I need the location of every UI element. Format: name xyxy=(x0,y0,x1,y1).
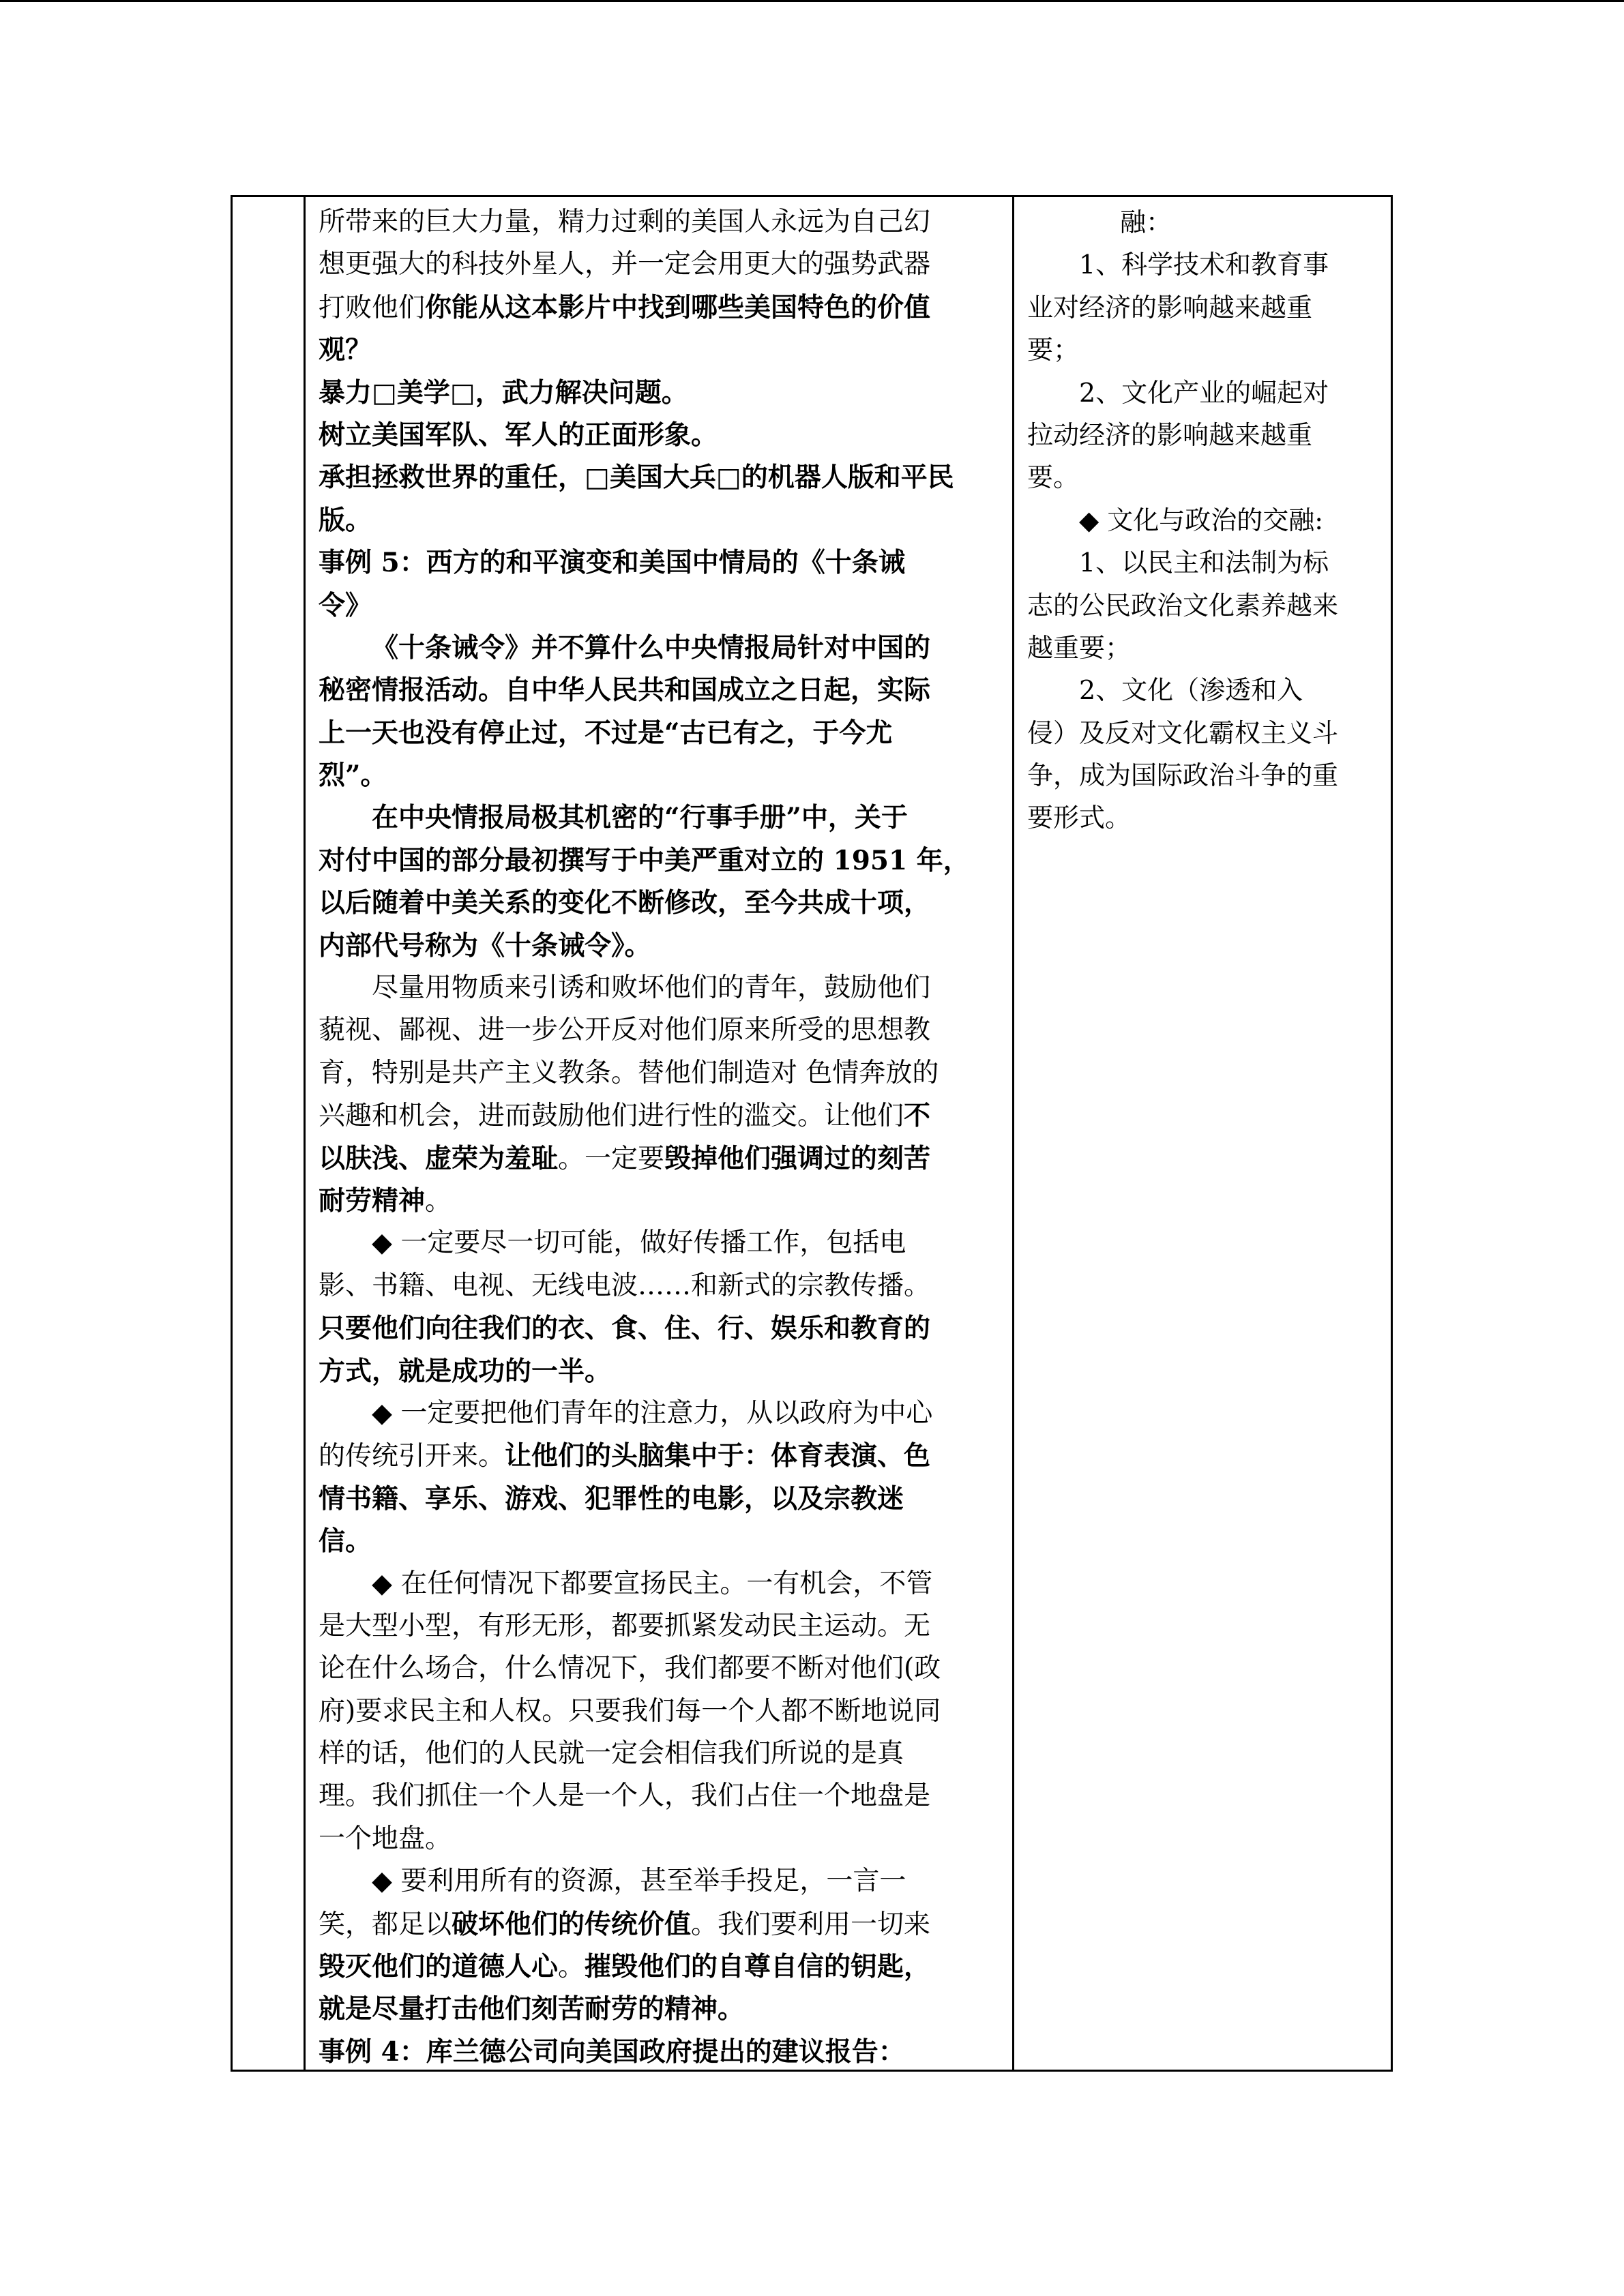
main-content-column xyxy=(319,197,1007,2073)
main-text-run: 是大型小型，有形无形，都要抓紧发动民主运动。无 xyxy=(319,1610,931,1641)
main-text-run: 在中央情报局极其机密的“行事手册”中，关于 xyxy=(372,802,908,834)
main-line xyxy=(319,1307,1007,1350)
main-text-run: 。一定要 xyxy=(558,1143,665,1174)
main-text-run: 就是尽量打击他们刻苦耐劳的精神。 xyxy=(319,1993,745,2025)
main-text-run: 笑，都足以 xyxy=(319,1909,452,1940)
main-text-run: 一个地盘。 xyxy=(319,1823,452,1854)
main-line xyxy=(319,796,1007,839)
main-line xyxy=(319,201,1007,243)
main-text-run: 情书籍、享乐、游戏、犯罪性的电影，以及宗教迷 xyxy=(319,1482,904,1515)
main-text-run: 树立美国军队、军人的正面形象。 xyxy=(319,419,718,451)
main-text-run: 藐视、鄙视、进一步公开反对他们原来所受的思想教 xyxy=(319,1015,931,1046)
side-text-run: 越重要； xyxy=(1027,632,1132,663)
side-line xyxy=(1027,712,1382,754)
side-text-run: 侵）及反对文化霸权主义斗 xyxy=(1027,717,1339,748)
main-text-run: 论在什么场合，什么情况下，我们都要不断对他们(政 xyxy=(319,1653,941,1684)
main-text-run: 不 xyxy=(904,1100,931,1132)
side-line xyxy=(1027,796,1382,839)
main-line xyxy=(319,1265,1007,1307)
main-text-run: 方式，就是成功的一半。 xyxy=(319,1355,612,1387)
main-text-run: 事例 4：库兰德公司向美国政府提出的建议报告： xyxy=(319,2036,905,2068)
main-line xyxy=(319,1818,1007,1860)
main-text-run: 让他们的头脑集中于：体育表演、色 xyxy=(505,1440,931,1472)
main-line xyxy=(319,541,1007,584)
main-text-run: 只要他们向往我们的衣、食、住、行、娱乐和教育的 xyxy=(319,1313,931,1345)
main-text-run: 理。我们抓住一个人是一个人，我们占住一个地盘是 xyxy=(319,1780,931,1812)
main-line xyxy=(319,1903,1007,1945)
main-line xyxy=(319,882,1007,924)
main-line xyxy=(319,1350,1007,1392)
main-line xyxy=(319,1605,1007,1648)
side-line xyxy=(1027,627,1382,669)
main-line xyxy=(319,286,1007,329)
side-line xyxy=(1027,329,1382,371)
main-text-run: 打败他们 xyxy=(319,292,426,323)
main-text-run: 暴力□美学□，武力解决问题。 xyxy=(319,376,688,408)
main-text-run: 事例 5：西方的和平演变和美国中情局的《十条诫 xyxy=(319,547,905,579)
side-line xyxy=(1027,499,1382,541)
main-text-run: 的传统引开来。 xyxy=(319,1441,505,1472)
column-divider-right xyxy=(1012,197,1014,2070)
main-text-run: 想更强大的科技外星人，并一定会用更大的强势武器 xyxy=(319,249,931,280)
main-line xyxy=(319,1478,1007,1520)
main-text-run: 秘密情报活动。自中华人民共和国成立之日起，实际 xyxy=(319,674,931,706)
main-text-run: 府)要求民主和人权。只要我们每一个人都不断地说同 xyxy=(319,1695,941,1727)
main-line xyxy=(319,372,1007,414)
main-text-run: 尽量用物质来引诱和败坏他们的青年，鼓励他们 xyxy=(372,972,931,1004)
side-notes-column xyxy=(1027,197,1382,839)
side-line xyxy=(1027,584,1382,627)
main-line xyxy=(319,456,1007,498)
main-line xyxy=(319,1563,1007,1605)
main-text-run: 对付中国的部分最初撰写于中美严重对立的 1951 年， xyxy=(319,844,970,876)
side-text-run: 争，成为国际政治斗争的重 xyxy=(1027,760,1339,791)
main-text-run: 。 xyxy=(558,1952,585,1983)
main-text-run: 育，特别是共产主义教条。替他们制造对 色情奔放的 xyxy=(319,1057,939,1088)
side-text-run: 业对经济的影响越来越重 xyxy=(1027,292,1313,323)
document-table xyxy=(231,195,1393,2072)
main-text-run: ◆ 一定要把他们青年的注意力，从以政府为中心 xyxy=(372,1397,933,1429)
main-line xyxy=(319,1094,1007,1137)
side-text-run: 2、文化（渗透和入 xyxy=(1079,675,1303,706)
main-line xyxy=(319,1392,1007,1435)
side-line xyxy=(1027,541,1382,584)
main-text-run: ◆ 一定要尽一切可能，做好传播工作，包括电 xyxy=(372,1227,906,1259)
main-line xyxy=(319,2031,1007,2073)
main-text-run: 。我们要利用一切来 xyxy=(691,1909,931,1940)
main-text-run: 耐劳精神 xyxy=(319,1184,426,1217)
main-line xyxy=(319,1520,1007,1562)
main-text-run: 版。 xyxy=(319,504,372,536)
main-text-run: 观？ xyxy=(319,334,372,366)
main-text-run: 你能从这本影片中找到哪些美国特色的价值 xyxy=(425,291,931,323)
main-line xyxy=(319,1860,1007,1903)
main-text-run: ◆ 在任何情况下都要宣扬民主。一有机会，不管 xyxy=(372,1568,933,1599)
main-text-run: 烈”。 xyxy=(319,760,387,792)
main-text-run: 毁灭他们的道德人心 xyxy=(319,1951,559,1983)
main-line xyxy=(319,925,1007,967)
side-line xyxy=(1027,286,1382,329)
main-text-run: 《十条诫令》并不算什么中央情报局针对中国的 xyxy=(372,631,931,664)
main-line xyxy=(319,1222,1007,1264)
main-line xyxy=(319,1775,1007,1817)
main-line xyxy=(319,839,1007,882)
main-text-run: 内部代号称为《十条诫令》。 xyxy=(319,929,651,961)
main-text-run: 样的话，他们的人民就一定会相信我们所说的是真 xyxy=(319,1738,904,1770)
main-line xyxy=(319,243,1007,286)
side-text-run: 2、文化产业的崛起对 xyxy=(1079,377,1329,408)
main-line xyxy=(319,1052,1007,1094)
side-text-run: 1、以民主和法制为标 xyxy=(1079,548,1329,578)
main-line xyxy=(319,414,1007,456)
main-line xyxy=(319,1690,1007,1733)
side-line xyxy=(1027,414,1382,456)
main-text-run: 。 xyxy=(425,1185,452,1217)
main-text-run: 信。 xyxy=(319,1525,372,1557)
main-line xyxy=(319,584,1007,627)
side-text-run: 1、科学技术和教育事 xyxy=(1079,250,1329,280)
main-text-run: 破坏他们的传统价值 xyxy=(452,1908,692,1940)
side-line xyxy=(1027,456,1382,498)
main-line xyxy=(319,712,1007,754)
main-line xyxy=(319,669,1007,711)
main-text-run: 上一天也没有停止过，不过是“古已有之，于今尤 xyxy=(319,717,893,749)
side-line xyxy=(1027,372,1382,414)
main-line xyxy=(319,627,1007,669)
main-line xyxy=(319,329,1007,371)
main-line xyxy=(319,1180,1007,1222)
side-text-run: 要； xyxy=(1027,335,1080,366)
page-top-rule xyxy=(0,0,1624,2)
main-text-run: 以后随着中美关系的变化不断修改，至今共成十项， xyxy=(319,887,931,919)
main-text-run: 令》 xyxy=(319,589,372,621)
side-text-run: 志的公民政治文化素养越来 xyxy=(1027,590,1339,621)
side-line xyxy=(1027,669,1382,711)
main-line xyxy=(319,1435,1007,1477)
main-line xyxy=(319,1945,1007,1988)
main-text-run: 毁掉他们强调过的刻苦 xyxy=(664,1142,931,1174)
side-text-run: 要。 xyxy=(1027,462,1080,493)
side-text-run: ◆ 文化与政治的交融: xyxy=(1079,505,1324,535)
main-line xyxy=(319,1988,1007,2030)
side-text-run: 融： xyxy=(1120,207,1172,237)
side-line xyxy=(1027,754,1382,796)
main-line xyxy=(319,1733,1007,1775)
main-line xyxy=(319,754,1007,796)
main-text-run: 影、书籍、电视、无线电波……和新式的宗教传播。 xyxy=(319,1270,931,1301)
main-line xyxy=(319,499,1007,541)
side-text-run: 要形式。 xyxy=(1027,803,1132,833)
main-line xyxy=(319,1648,1007,1690)
main-line xyxy=(319,1009,1007,1052)
main-text-run: 以肤浅、虚荣为羞耻 xyxy=(319,1142,559,1174)
side-text-run: 拉动经济的影响越来越重 xyxy=(1027,419,1313,450)
side-line xyxy=(1027,243,1382,286)
main-line xyxy=(319,967,1007,1009)
main-text-run: 所带来的巨大力量，精力过剩的美国人永远为自己幻 xyxy=(319,207,931,237)
side-line xyxy=(1027,201,1382,243)
main-text-run: ◆ 要利用所有的资源，甚至举手投足，一言一 xyxy=(372,1866,906,1897)
main-line xyxy=(319,1137,1007,1180)
main-text-run: 摧毁他们的自尊自信的钥匙， xyxy=(585,1951,931,1983)
main-text-run: 兴趣和机会，进而鼓励他们进行性的滥交。让他们 xyxy=(319,1101,904,1132)
column-divider-left xyxy=(304,197,306,2070)
main-text-run: 承担拯救世界的重任，□美国大兵□的机器人版和平民 xyxy=(319,462,954,494)
